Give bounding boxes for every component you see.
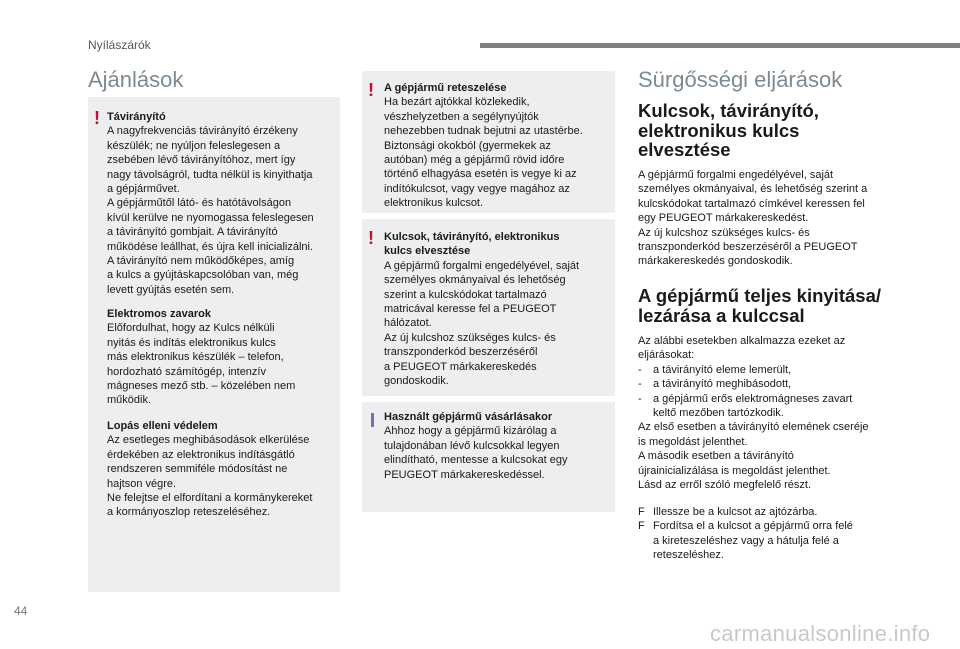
list-item: - a távirányító eleme lemerült,: [638, 363, 792, 376]
anti-theft-heading: Lopás elleni védelem: [107, 420, 218, 432]
used-vehicle-note: [384, 410, 612, 482]
used-vehicle-heading: Használt gépjármű vásárlásakor: [384, 411, 553, 423]
lost-keys-text: A gépjármű forgalmi engedélyével, saját személyes okmányaival és lehetőség szerint a kulcskódokat tartalmazó matricával keresse fel a PEUGEOT hálózatot. Az új kulcshoz szükséges kulcs- és transzponderkód beszerzéséről a PEUGEOT márkakereskedés gondoskodik.: [384, 259, 580, 388]
section-label: Nyílászárók: [88, 38, 151, 52]
key-locking-section-text: Az alábbi esetekben alkalmazza ezeket az eljárásokat: - a távirányító eleme lemerült, - a távirányító meghibásodott, - a gépjármű erős elektromágneses zavart keltő mezőben tartózkodik. Az első esetben a távirányító elemének cseréje is megoldást jelenthet. A második esetben a távirányító újrainicializálása is megoldást jelenthet. Lásd az erről szóló megfelelő részt.: [638, 334, 898, 492]
electrical-interference-heading: Elektromos zavarok: [107, 308, 211, 320]
key-locking-steps: [638, 505, 898, 563]
info-icon: [371, 413, 374, 427]
key-locking-section-heading: A gépjármű teljes kinyitása/ lezárása a kulccsal: [638, 285, 881, 326]
warning-icon: !: [94, 108, 100, 128]
anti-theft-text: Az esetleges meghibásodások elkerülése érdekében az elektronikus indításgátló rendszeren semmiféle módosítást ne hajtson végre. Ne felejtse el elfordítani a kormánykereket a kormányoszlop reteszeléséhez.: [107, 434, 313, 519]
remote-control-note: [107, 110, 339, 297]
list-item: - a távirányító meghibásodott,: [638, 378, 792, 391]
header-divider: [480, 43, 960, 48]
lost-keys-section-heading: Kulcsok, távirányító, elektronikus kulcs elvesztése: [638, 100, 819, 160]
remote-control-heading: Távirányító: [107, 111, 166, 123]
used-vehicle-text: Ahhoz hogy a gépjármű kizárólag a tulajdonában lévő kulcsokkal legyen elindítható, mentesse a kulcsokat egy PEUGEOT márkakereskedéssel.: [384, 425, 568, 481]
electrical-interference-note: [107, 307, 339, 408]
page-number: 44: [14, 604, 28, 618]
recommendations-title: Ajánlások: [88, 67, 184, 92]
lost-keys-note: [384, 230, 612, 388]
lost-keys-heading: Kulcsok, távirányító, elektronikus kulcs elvesztése: [384, 231, 560, 258]
lost-keys-section-text: A gépjármű forgalmi engedélyével, saját személyes okmányaival, és lehetőség szerint a kulcskódokat tartalmazó címkével keressen fel egy PEUGEOT márkakereskedést. Az új kulcshoz szükséges kulcs- és transzponderkód beszerzéséről a PEUGEOT márkakereskedés gondoskodik.: [638, 169, 868, 268]
remote-control-text: A nagyfrekvenciás távirányító érzékeny készülék; ne nyúljon feleslegesen a zsebében lévő távirányítóhoz, mert így nagy távolságról, tudta nélkül is kinyithatja a gépjárművet. A gépjárműtől látó- és hatótávolságon kívül kerülve ne nyomogassa feleslegesen a távirányító gombjait. A távirányító működése leállhat, és újra kell inicializálni. A távirányító nem működőképes, amíg a kulcs a gyújtáskapcsolóban van, még levett gyújtás esetén sem.: [107, 125, 314, 296]
watermark: carmanualsonline.info: [710, 621, 931, 646]
anti-theft-note: [107, 419, 339, 520]
vehicle-locking-text: Ha bezárt ajtókkal közlekedik, vészhelyzetben a segélynyújtók nehezebben tudnak bejutni az utastérbe. Biztonsági okokból (gyermekek az autóban) még a gépjármű rövid időre történő elhagyása esetén is vegye ki az indítókulcsot, vagy vegye magához az elektronikus kulcsot.: [384, 96, 583, 210]
emergency-procedures-title: Sürgősségi eljárások: [638, 67, 843, 92]
list-item: F Fordítsa el a kulcsot a gépjármű orra felé a kireteszeléshez vagy a hátulja felé a reteszeléshez.: [638, 520, 853, 562]
list-item: F Illessze be a kulcsot az ajtózárba.: [638, 506, 818, 518]
list-item: - a gépjármű erős elektromágneses zavart keltő mezőben tartózkodik.: [638, 392, 853, 420]
vehicle-locking-note: [384, 81, 612, 211]
step-bullet-icon: F: [638, 506, 645, 518]
step-bullet-icon: F: [638, 520, 645, 533]
electrical-interference-text: Előfordulhat, hogy az Kulcs nélküli nyitás és indítás elektronikus kulcs más elektronikus készülék – telefon, hordozható számítógép, intenzív mágneses mező stb. – közelében nem működik.: [107, 322, 296, 407]
warning-icon: !: [368, 80, 374, 100]
warning-icon: !: [368, 228, 374, 248]
vehicle-locking-heading: A gépjármű reteszelése: [384, 82, 507, 94]
